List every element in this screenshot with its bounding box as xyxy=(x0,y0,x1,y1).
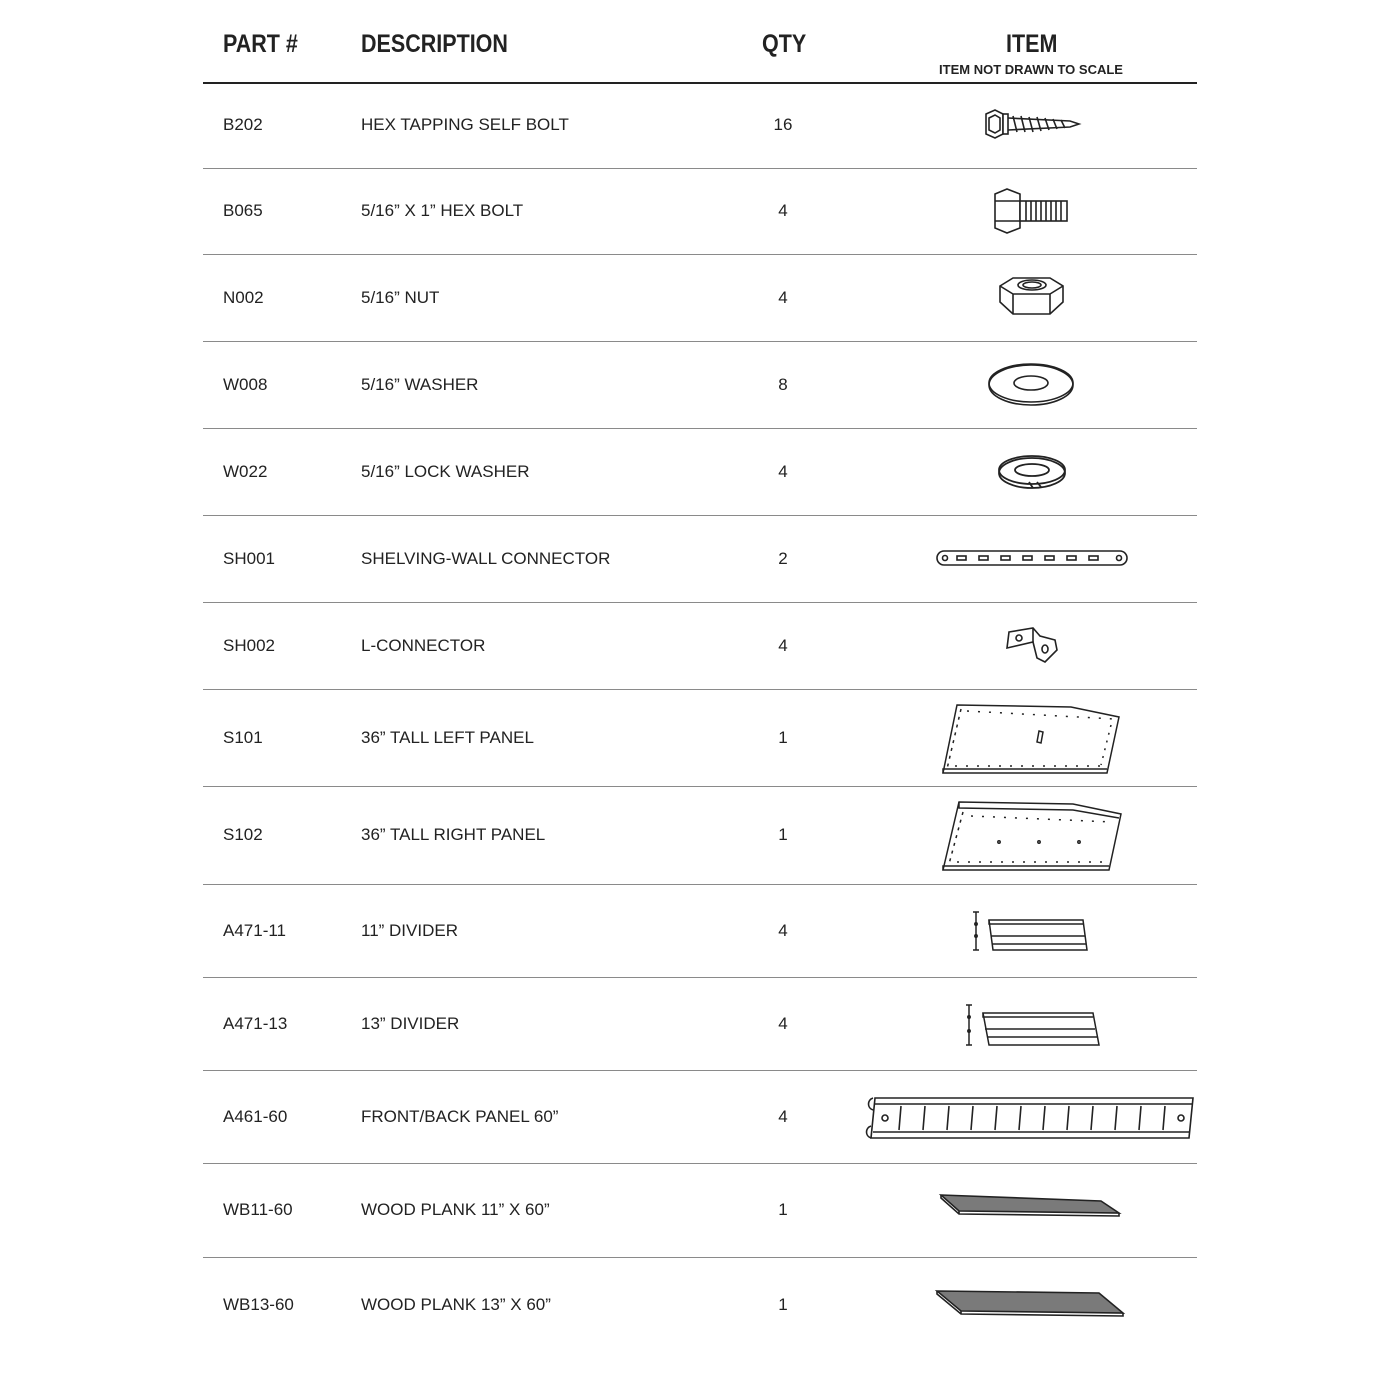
part-number: N002 xyxy=(223,287,264,307)
table-row xyxy=(203,515,1197,603)
part-number: B065 xyxy=(223,201,263,220)
table-row xyxy=(203,1070,1197,1164)
description: 36” TALL LEFT PANEL xyxy=(361,727,534,747)
description: L-CONNECTOR xyxy=(361,635,486,655)
l-connector-icon xyxy=(843,602,1197,689)
parts-list xyxy=(203,0,1197,1400)
description: 36” TALL RIGHT PANEL xyxy=(361,825,546,844)
quantity: 8 xyxy=(778,374,788,394)
wall-connector-strap-icon xyxy=(843,515,1197,602)
part-number: WB13-60 xyxy=(223,1295,294,1314)
header-qty: QTY xyxy=(762,30,807,58)
description: WOOD PLANK 13” X 60” xyxy=(361,1295,551,1314)
part-number: W008 xyxy=(223,374,268,394)
part-number: WB11-60 xyxy=(223,1200,293,1219)
quantity: 4 xyxy=(778,1106,788,1126)
description: FRONT/BACK PANEL 60” xyxy=(361,1106,559,1126)
description: HEX TAPPING SELF BOLT xyxy=(361,115,569,134)
quantity: 4 xyxy=(778,461,788,481)
table-row xyxy=(203,977,1197,1071)
part-number: A461-60 xyxy=(223,1106,288,1126)
header-item-note: ITEM NOT DRAWN TO SCALE xyxy=(939,62,1123,77)
part-number: W022 xyxy=(223,461,268,481)
table-row xyxy=(203,254,1197,342)
washer-icon xyxy=(843,341,1197,428)
quantity: 4 xyxy=(778,920,788,940)
quantity: 1 xyxy=(778,1295,788,1314)
table-row xyxy=(203,168,1197,255)
quantity: 4 xyxy=(778,201,788,220)
hex-nut-icon xyxy=(843,254,1197,341)
description: 5/16” LOCK WASHER xyxy=(361,461,530,481)
description: 5/16” NUT xyxy=(361,287,440,307)
quantity: 4 xyxy=(778,1013,788,1033)
part-number: B202 xyxy=(223,115,263,134)
part-number: S102 xyxy=(223,825,263,844)
description: WOOD PLANK 11” X 60” xyxy=(361,1200,550,1219)
description: 5/16” X 1” HEX BOLT xyxy=(361,201,524,220)
description: 11” DIVIDER xyxy=(361,920,458,940)
hex-bolt-icon xyxy=(843,168,1197,254)
hex-tapping-screw-icon xyxy=(843,82,1197,168)
header-item: ITEM xyxy=(1006,30,1058,58)
wood-plank-13-icon xyxy=(843,1257,1197,1353)
table-row xyxy=(203,428,1197,516)
part-number: A471-13 xyxy=(223,1013,288,1033)
quantity: 1 xyxy=(778,1200,788,1219)
part-number: S101 xyxy=(223,727,263,747)
part-number: A471-11 xyxy=(223,920,287,940)
description: 13” DIVIDER xyxy=(361,1013,460,1033)
table-row xyxy=(203,884,1197,978)
table-row xyxy=(203,1257,1197,1353)
table-header xyxy=(203,0,1197,84)
quantity: 4 xyxy=(778,635,788,655)
left-panel-icon xyxy=(843,689,1197,786)
part-number: SH001 xyxy=(223,548,275,568)
table-row xyxy=(203,602,1197,690)
description: 5/16” WASHER xyxy=(361,374,479,394)
quantity: 16 xyxy=(773,115,793,134)
table-row xyxy=(203,786,1197,885)
quantity: 4 xyxy=(778,287,788,307)
header-description: DESCRIPTION xyxy=(361,30,508,58)
front-back-panel-icon xyxy=(843,1070,1197,1163)
table-row xyxy=(203,1163,1197,1258)
right-panel-icon xyxy=(843,786,1197,884)
divider-11-icon xyxy=(843,884,1197,977)
table-row xyxy=(203,689,1197,787)
divider-13-icon xyxy=(843,977,1197,1070)
wood-plank-11-icon xyxy=(843,1163,1197,1257)
header-part-number: PART # xyxy=(223,30,298,58)
quantity: 1 xyxy=(778,727,788,747)
table-row xyxy=(203,82,1197,169)
lock-washer-icon xyxy=(843,428,1197,515)
quantity: 2 xyxy=(778,548,788,568)
quantity: 1 xyxy=(778,825,788,844)
description: SHELVING-WALL CONNECTOR xyxy=(361,548,611,568)
table-row xyxy=(203,341,1197,429)
part-number: SH002 xyxy=(223,635,275,655)
